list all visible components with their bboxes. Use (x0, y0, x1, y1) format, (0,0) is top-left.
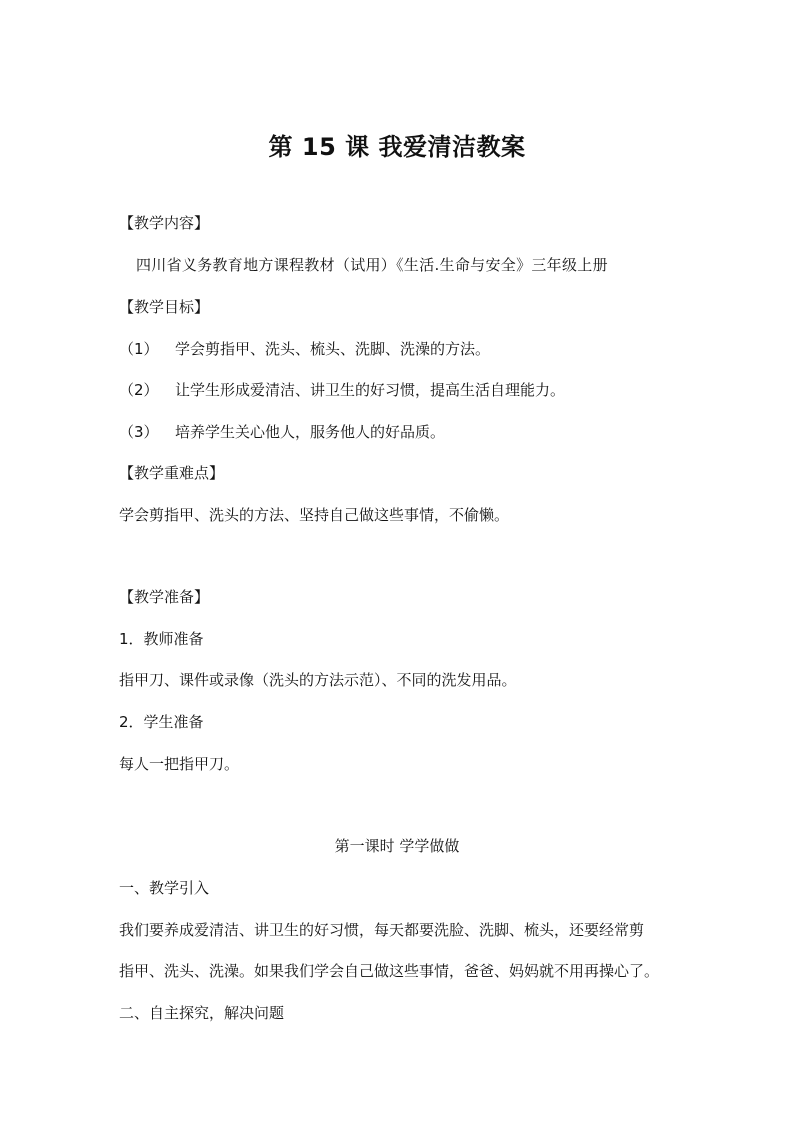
objective-2 (119, 378, 565, 402)
objective-3-text: 培养学生关心他人，服务他人的好品质。 (175, 423, 446, 441)
teaching-preparation-heading: 【教学准备】 (119, 588, 210, 606)
key-points-text: 学会剪指甲、洗头的方法、坚持自己做这些事情，不偷懒。 (119, 506, 510, 524)
objective-3 (119, 420, 445, 444)
teaching-objectives-heading: 【教学目标】 (119, 298, 210, 316)
objective-1 (119, 337, 490, 361)
teaching-content-heading: 【教学内容】 (119, 214, 210, 232)
page-title: 第 15 课 我爱清洁教案 (268, 133, 526, 162)
objective-1-text: 学会剪指甲、洗头、梳头、洗脚、洗澡的方法。 (175, 340, 491, 358)
student-preparation-heading: 2．学生准备 (119, 713, 204, 731)
teaching-content-text: 四川省义务教育地方课程教材（试用）《生活.生命与安全》三年级上册 (136, 256, 608, 274)
objective-2-number: （2） (119, 381, 159, 399)
objective-1-number: （1） (119, 340, 159, 358)
teaching-intro-heading: 一、教学引入 (119, 879, 210, 897)
self-exploration-heading: 二、自主探究，解决问题 (119, 1004, 285, 1022)
teacher-preparation-heading: 1．教师准备 (119, 630, 204, 648)
objective-2-text: 让学生形成爱清洁、讲卫生的好习惯，提高生活自理能力。 (175, 381, 566, 399)
lesson-title: 第一课时 学学做做 (334, 837, 460, 855)
key-points-heading: 【教学重难点】 (119, 464, 225, 482)
teaching-intro-text-line-2: 指甲、洗头、洗澡。如果我们学会自己做这些事情，爸爸、妈妈就不用再操心了。 (119, 962, 660, 980)
student-preparation-text: 每人一把指甲刀。 (119, 755, 240, 773)
teacher-preparation-text: 指甲刀、课件或录像（洗头的方法示范）、不同的洗发用品。 (119, 671, 517, 689)
teaching-intro-text-line-1: 我们要养成爱清洁、讲卫生的好习惯，每天都要洗脸、洗脚、梳头，还要经常剪 (119, 921, 645, 939)
objective-3-number: （3） (119, 423, 159, 441)
